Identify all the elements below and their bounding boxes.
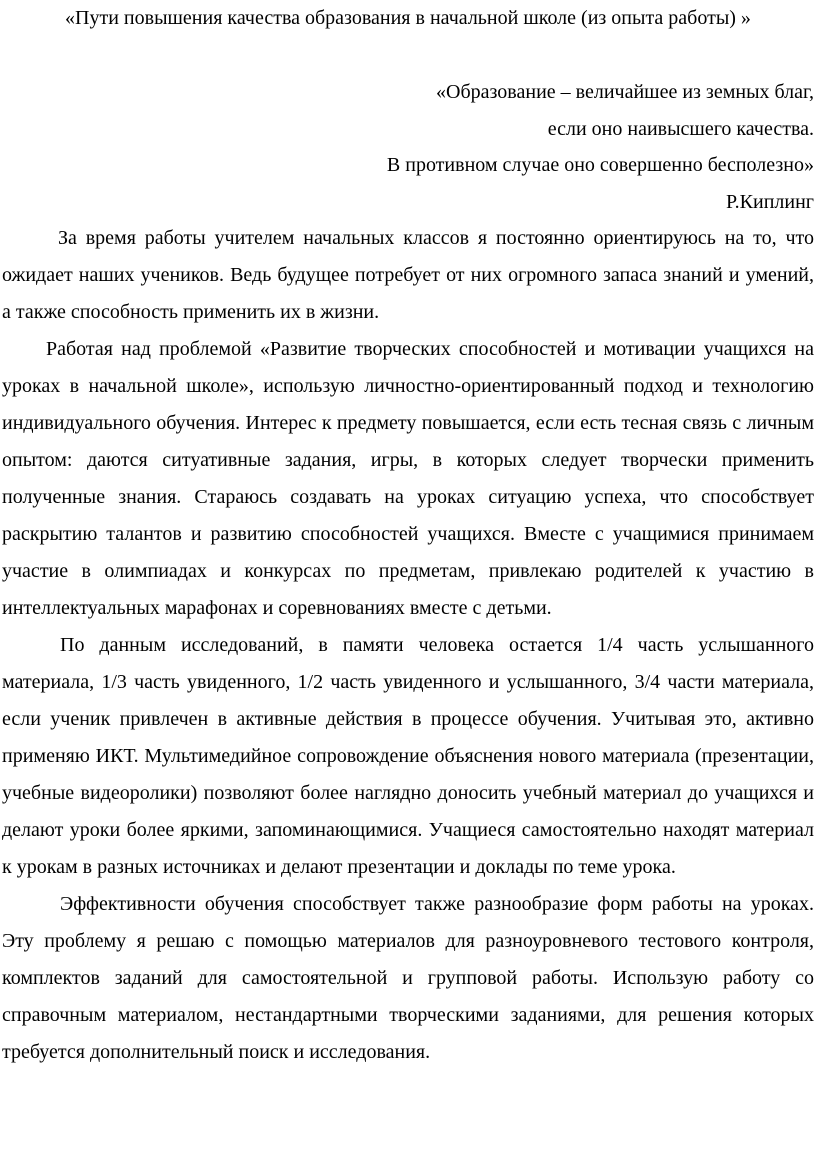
epigraph-line: В противном случае оно совершенно бесполезно» [386, 154, 814, 176]
paragraph: Работая над проблемой «Развитие творческих способностей и мотивации учащихся на уроках в начальной школе», использую личностно-ориентированный подход и технологию индивидуального обучения. Интерес к предмету повышается, если есть тесная связь с личным опытом: даются ситуативные задания, игры, в которых следует творчески применить полученные знания. Стараюсь создавать на уроках ситуацию успеха, что способствует раскрытию талантов и развитию способностей учащихся. Вместе с учащимися принимаем участие в олимпиадах и конкурсах по предметам, привлекаю родителей к участию в интеллектуальных марафонах и соревнованиях вместе с детьми. [2, 338, 814, 619]
paragraph: Эффективности обучения способствует также разнообразие форм работы на уроках. Эту проблему я решаю с помощью материалов для разноуровневого тестового контроля, комплектов заданий для самостоятельной и групповой работы. Использую работу со справочным материалом, нестандартными творческими заданиями, для решения которых требуется дополнительный поиск и исследования. [2, 893, 814, 1063]
epigraph-line: если оно наивысшего качества. [547, 117, 814, 140]
epigraph-author: Р.Киплинг [726, 190, 814, 213]
document-title: «Пути повышения качества образования в начальной школе (из опыта работы) » [65, 7, 751, 29]
paragraph: По данным исследований, в памяти человека остается 1/4 часть услышанного материала, 1/3 часть увиденного, 1/2 часть увиденного и услышанного, 3/4 части материала, если ученик привлечен в активные действия в процессе обучения. Учитывая это, активно применяю ИКТ. Мультимедийное сопровождение объяснения нового материала (презентации, учебные видеоролики) позволяют более наглядно доносить учебный материал до учащихся и делают уроки более яркими, запоминающимися. Учащиеся самостоятельно находят материал к урокам в разных источниках и делают презентации и доклады по теме урока. [2, 634, 814, 878]
epigraph [387, 74, 814, 220]
document-body [2, 220, 814, 1071]
paragraph: За время работы учителем начальных классов я постоянно ориентируюсь на то, что ожидает наших учеников. Ведь будущее потребует от них огромного запаса знаний и умений, а также способность применить их в жизни. [2, 227, 814, 323]
epigraph-line: «Образование – величайшее из земных благ, [436, 81, 814, 103]
